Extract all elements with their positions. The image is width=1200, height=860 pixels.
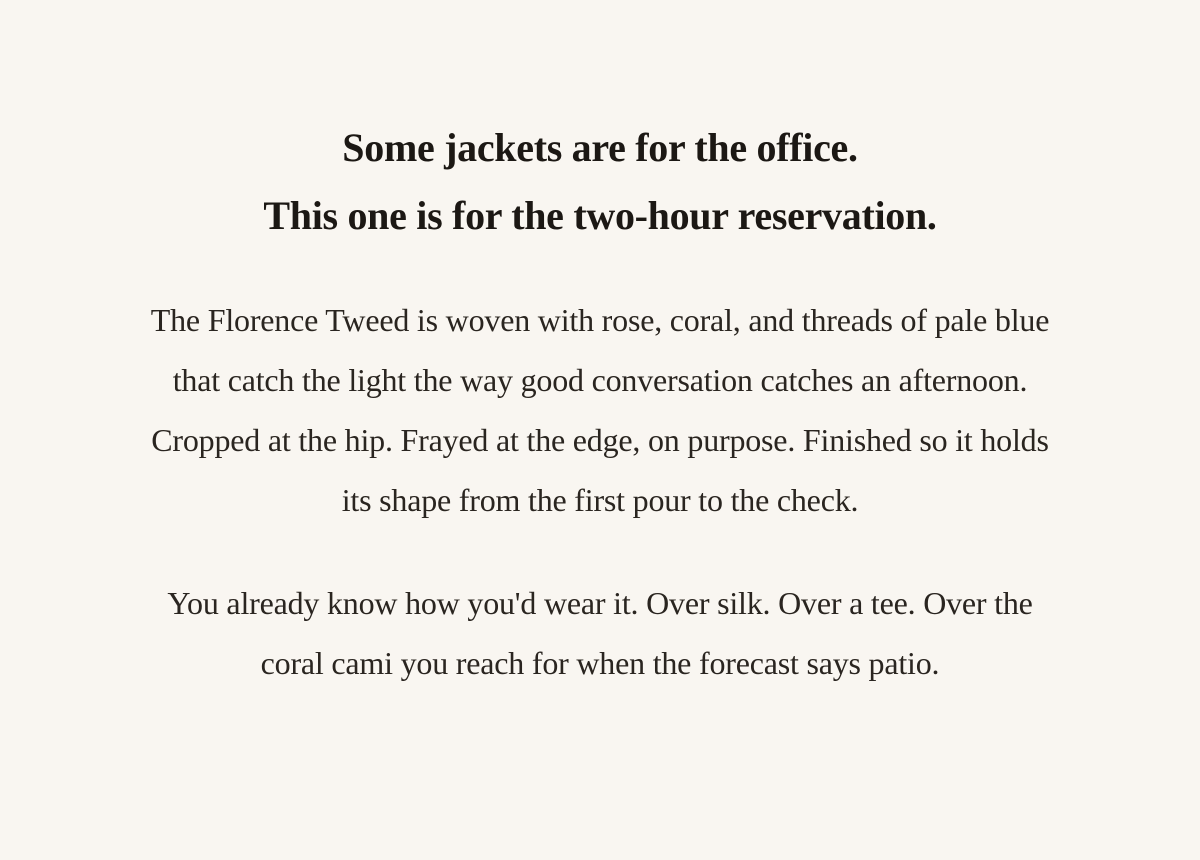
description-paragraph-2: You already know how you'd wear it. Over silk. Over a tee. Over the coral cami you reach for when the forecast says patio. xyxy=(167,585,1033,681)
description-paragraph-1: The Florence Tweed is woven with rose, coral, and threads of pale blue that catch the light the way good conversation catches an afternoon. Cropped at the hip. Frayed at the edge, on purpose. Finished so it holds its shape from the first pour to the check. xyxy=(150,302,1050,518)
headline-line-1: Some jackets are for the office. xyxy=(342,125,858,170)
headline xyxy=(140,114,1060,250)
product-story-section xyxy=(140,114,1060,693)
headline-line-2: This one is for the two-hour reservation. xyxy=(263,193,937,238)
